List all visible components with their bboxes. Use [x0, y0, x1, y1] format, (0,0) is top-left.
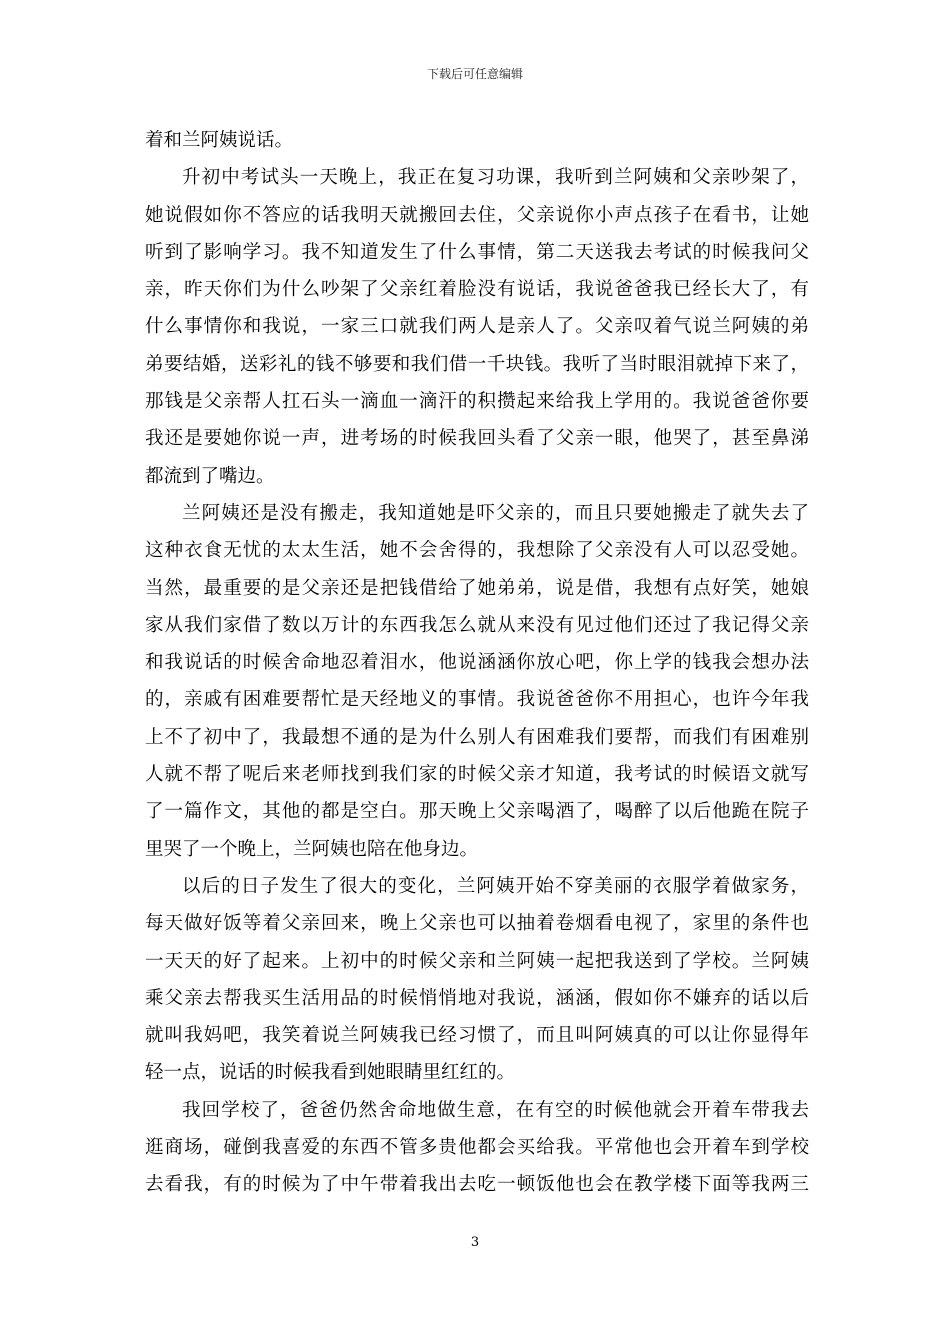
text-line: 上不了初中了，我最想不通的是为什么别人有困难我们要帮，而我们有困难别 — [145, 726, 809, 748]
text-line: 什么事情你和我说，一家三口就我们两人是亲人了。父亲叹着气说兰阿姨的弟 — [145, 316, 809, 338]
text-line: 和我说话的时候舍命地忍着泪水，他说涵涵你放心吧，你上学的钱我会想办法 — [145, 652, 809, 674]
text-line: 人就不帮了呢后来老师找到我们家的时候父亲才知道，我考试的时候语文就写 — [145, 764, 809, 786]
text-line: 我回学校了，爸爸仍然舍命地做生意，在有空的时候他就会开着车带我去 — [182, 1099, 809, 1121]
text-line: 乘父亲去帮我买生活用品的时候悄悄地对我说，涵涵，假如你不嫌弃的话以后 — [145, 987, 809, 1009]
page-number: 3 — [470, 1235, 480, 1250]
text-line: 都流到了嘴边。 — [145, 465, 275, 487]
text-line: 弟要结婚，送彩礼的钱不够要和我们借一千块钱。我听了当时眼泪就掉下来了， — [145, 353, 809, 375]
text-line: 了一篇作文，其他的都是空白。那天晚上父亲喝酒了，喝醉了以后他跪在院子 — [145, 801, 809, 823]
text-line: 轻一点，说话的时候我看到她眼睛里红红的。 — [145, 1062, 516, 1084]
text-line: 这种衣食无忧的太太生活，她不会舍得的，我想除了父亲没有人可以忍受她。 — [145, 540, 809, 562]
text-line: 她说假如你不答应的话我明天就搬回去住，父亲说你小声点孩子在看书，让她 — [145, 204, 809, 226]
text-line: 家从我们家借了数以万计的东西我怎么就从来没有见过他们还过了我记得父亲 — [145, 614, 809, 636]
text-line: 着和兰阿姨说话。 — [145, 130, 294, 151]
body-text — [145, 122, 809, 1204]
text-line: 的，亲戚有困难要帮忙是天经地义的事情。我说爸爸你不用担心，也许今年我 — [145, 689, 809, 711]
page-header: 下载后可任意编辑 — [426, 67, 523, 81]
text-line: 我还是要她你说一声，进考场的时候我回头看了父亲一眼，他哭了，甚至鼻涕 — [145, 428, 809, 450]
text-line: 升初中考试头一天晚上，我正在复习功课，我听到兰阿姨和父亲吵架了， — [182, 167, 809, 189]
text-line: 去看我，有的时候为了中午带着我出去吃一顿饭他也会在教学楼下面等我两三 — [145, 1174, 809, 1196]
text-line: 听到了影响学习。我不知道发生了什么事情，第二天送我去考试的时候我问父 — [145, 241, 809, 263]
text-line: 那钱是父亲帮人扛石头一滴血一滴汗的积攒起来给我上学用的。我说爸爸你要 — [145, 391, 809, 413]
text-line: 就叫我妈吧，我笑着说兰阿姨我已经习惯了，而且叫阿姨真的可以让你显得年 — [145, 1025, 809, 1047]
text-line: 一天天的好了起来。上初中的时候父亲和兰阿姨一起把我送到了学校。兰阿姨 — [145, 950, 809, 972]
text-line: 兰阿姨还是没有搬走，我知道她是吓父亲的，而且只要她搬走了就失去了 — [182, 502, 809, 524]
text-line: 当然，最重要的是父亲还是把钱借给了她弟弟，说是借，我想有点好笑，她娘 — [145, 577, 809, 599]
text-line: 里哭了一个晚上，兰阿姨也陪在他身边。 — [145, 838, 479, 860]
text-line: 每天做好饭等着父亲回来，晚上父亲也可以抽着卷烟看电视了，家里的条件也 — [145, 913, 809, 935]
text-line: 以后的日子发生了很大的变化，兰阿姨开始不穿美丽的衣服学着做家务， — [182, 875, 809, 897]
text-line: 逛商场，碰倒我喜爱的东西不管多贵他都会买给我。平常他也会开着车到学校 — [145, 1137, 809, 1159]
text-line: 亲，昨天你们为什么吵架了父亲红着脸没有说话，我说爸爸我已经长大了，有 — [145, 279, 809, 301]
